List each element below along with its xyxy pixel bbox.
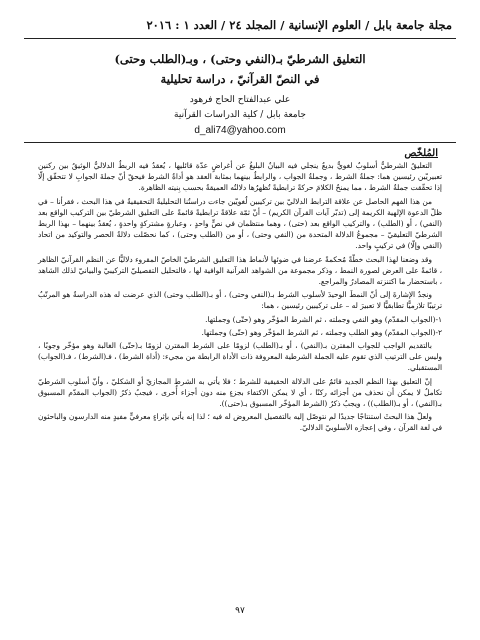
paper-title: التعليق الشرطيّ بـ(النفي وحتى) ، وبـ(الطلب وحتى) bbox=[114, 52, 366, 66]
abstract-heading: المُلخّص bbox=[404, 148, 438, 159]
header-rule bbox=[24, 38, 456, 39]
abstract-paragraph: إنّ التعليق بهذا النظم الجديد قائمٌ على الدلالة الحقيقية للشرط ؛ فلا يأتي به الشرط المجازيّ أو الشكليّ ، وأنّ أسلوب الشرطيّ تكاملٌ لا يمكن أن نحذف من أجزائه ركنًا ، أي لا يمكن الاكتفاء بجزءٍ منه دون أجزاء أُخرى ، فيجبُ ذكرُ (الجواب المقدّم المسبوق بـ(النفي) ، أو بـ(الطلب)) ، ويجبُ ذكرُ (الشرط المؤخّر المسبوق بـ(حتى)). bbox=[38, 376, 442, 409]
abstract-paragraph: ونجدُ الإشارةَ إلى أنّ النمطَ الوحيدَ لأسلوب الشرط بـ(النفي وحتى) ، أو بـ(الطلب وحتى) الذي عرضت له هذه الدراسةُ هو المرتّبُ ترتيبًا تلازميًّا تطابقيًّا لا تعبيرَ له – على تركيبين رئيسين ، هما: bbox=[38, 290, 442, 311]
section-rule bbox=[24, 142, 456, 143]
list-item: ٢-(الجواب المقدّم) وهو الطلب وجملته ، ثم الشرط المؤخّر وهو (حتّى) وجملتها. bbox=[201, 327, 442, 337]
author-email[interactable]: d_ali74@yahoo.com bbox=[194, 125, 286, 136]
abstract-paragraph: وقد وضعنا لهذا البحث خطّةً مُحكمةً عرضنا في ضوئها لأنماط هذا التعليق الشرطيّ الخاصّ المقروء دلاليًّا عن النظم القرآنيّ الظاهر ، قائمةً على العرض لصورة النمط ، وذكر مجموعة من الشواهد القرآنية الوافية لها ، فالتحليل التفصيليّ التركيبيّ والبيانيّ لذلك الشاهد ، باستحضار ما اكتنزته المصادرُ والمراجع. bbox=[38, 254, 442, 287]
list-item: ١-(الجواب المقدّم) وهو النفي وجملته ، ثم الشرط المؤخّر وهو (حتّى) وجملتها. bbox=[205, 314, 442, 324]
abstract-paragraph: بالتقديم الواجب للجواب المقترن بـ(النفي) ، أو بـ(الطلب) لزومًا على الشرط المقترن لزومًا بـ(حتّى) الغالبة وهو مؤخّر وجوبًا ، وليس على الترتيب الذي تقوم عليه الجملة الشرطية المعروفة ذات الأداة الرابطة من مجيء: (أداة الشرط) ، فـ(الشرط) ، فـ(الجواب) المستقبلي. bbox=[38, 341, 442, 373]
abstract-paragraph: ولعلّ هذا البحثَ استنتاجًا جديدًا لم نتوصّل إليه بالتفصيل المعروض له فيه ؛ لذا إنه يأتي بإثراءٍ معرفيٍّ مفيدٍ منه الدارسون والباحثون في لغة القرآن ، وفي إعجازه الأسلوبيّ الدلاليّ. bbox=[38, 412, 442, 433]
abstract-body bbox=[38, 160, 442, 436]
paper-subtitle: في النصّ القرآنيّ ، دراسة تحليلية bbox=[160, 72, 320, 86]
page-number: ٩٧ bbox=[235, 606, 245, 616]
abstract-paragraph: من هذا الفهم الحاصل عن علاقة الترابط الدلاليّ بين تركيبين لُغويّين جاءت دراستُنا التحليليةُ التحقيقيةُ في هذا البحث ، فقرأنا – في ظلّ الدعوة الإلهية الكريمة إلى (تدبّر آيات القرآن الكريم) – أنّ ثمّة علاقةً ترابطيةً قائمةً على التعليق الشرطيّ بين التركيب الواقع بعد (النفي) ، أو (الطلب) ، والتركيب الواقع بعد (حتى) ، وهما منتظمان في نصٍّ واحدٍ ، وعبارةٍ مشتركةٍ واحدةٍ ، يُعقدُ بينهما – بهذا الربط الشرطيّ التعليقيّ – مجموعُ الدلالة المتحدة من (النفي وحتى) ، أو من (الطلب وحتى) ، كما نحصّلت دلالةُ الحصر والتوكيد من اتحاد (النفي وإلّا) في تركيبٍ واحد. bbox=[38, 196, 442, 251]
journal-header: مجلة جامعة بابل / العلوم الإنسانية / المجلد ٢٤ / العدد ١ : ٢٠١٦ bbox=[146, 18, 452, 32]
author-affiliation: جامعة بابل / كلية الدراسات القرآنية bbox=[174, 110, 306, 120]
author-name: علي عبدالفتاح الحاج فرهود bbox=[189, 95, 291, 105]
abstract-paragraph: التعليقُ الشرطيُّ أسلوبٌ لغويٌّ بديعٌ ينجلي فيه البيانُ البليغُ عن أغراضٍ عدّة قائليها ، يُعقدُ فيه الربطُ الدلاليُّ الوثيقُ بين ركنين تعبيريّين رئيسين هما: جملةُ الشرط ، وجملةُ الجواب ، والرابطُ بينهما بمثابة العقد هو أداةُ الشرط فيحقّ أنّ جملةَ الجوابِ لا تتحقّق إلّا إذا تحقّقت جملةُ الشرط ، مما يمنحُ الكلامَ حركةً ترابطيةً تُظهرُها دلالتُه العميقةُ بحسب بِنيته الظاهرة. bbox=[38, 161, 442, 193]
